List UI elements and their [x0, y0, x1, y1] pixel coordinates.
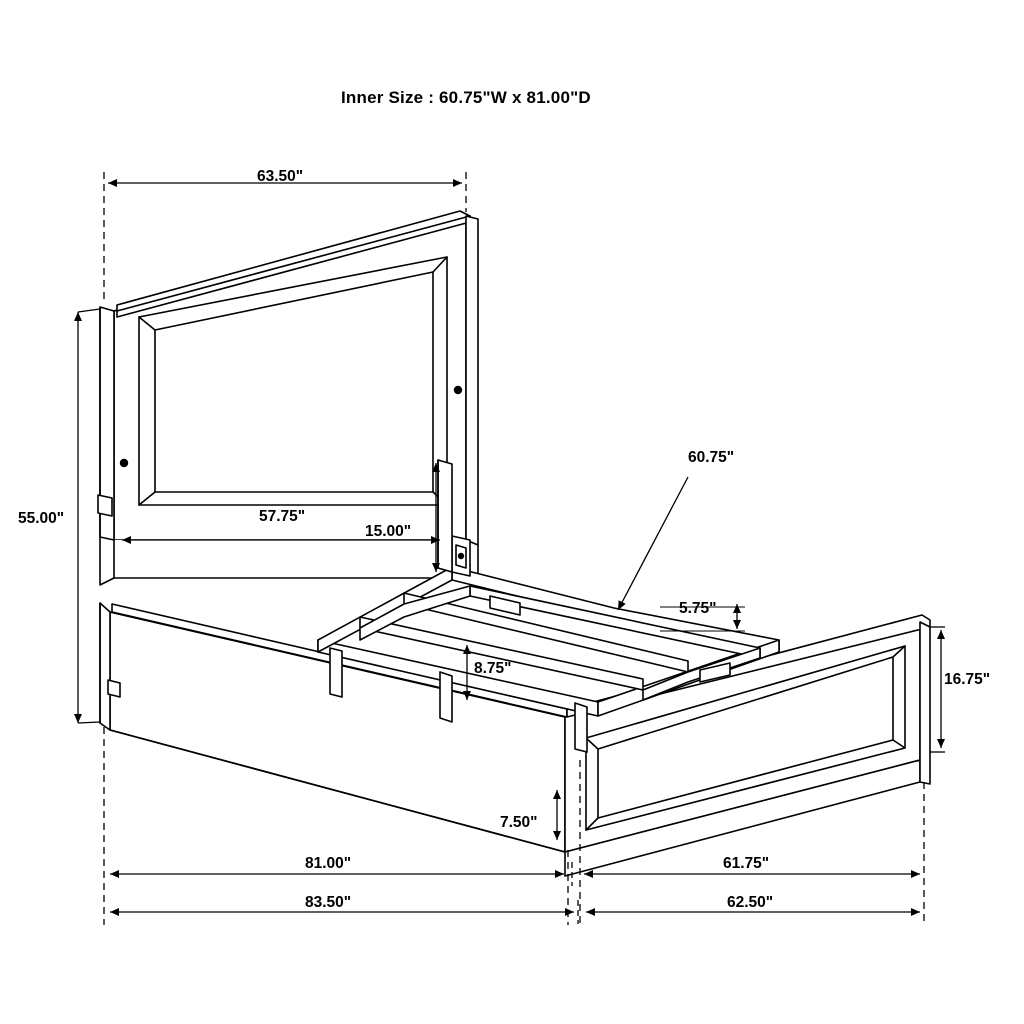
dimension-label-slat-span-width: 60.75": [688, 449, 735, 466]
dimension-label-floor-clearance: 7.50": [500, 814, 538, 831]
dimension-label-footboard-width: 61.75": [723, 855, 770, 872]
dimension-label-overall-footboard-width: 62.50": [727, 894, 774, 911]
dimension-label-footboard-height: 16.75": [944, 671, 991, 688]
dimension-label-headboard-inner-width: 57.75": [259, 508, 306, 525]
dimension-label-headboard-width: 63.50": [257, 168, 304, 185]
dimension-label-rail-to-slat-height: 15.00": [365, 523, 412, 540]
dimension-label-slat-thickness: 5.75": [679, 600, 717, 617]
dimension-label-slat-clearance: 8.75": [474, 660, 512, 677]
dimension-label-overall-depth: 83.50": [305, 894, 352, 911]
dimension-label-inner-depth: 81.00": [305, 855, 352, 872]
dimension-label-overall-height: 55.00": [18, 510, 65, 527]
page-title: Inner Size : 60.75"W x 81.00"D: [341, 88, 591, 107]
